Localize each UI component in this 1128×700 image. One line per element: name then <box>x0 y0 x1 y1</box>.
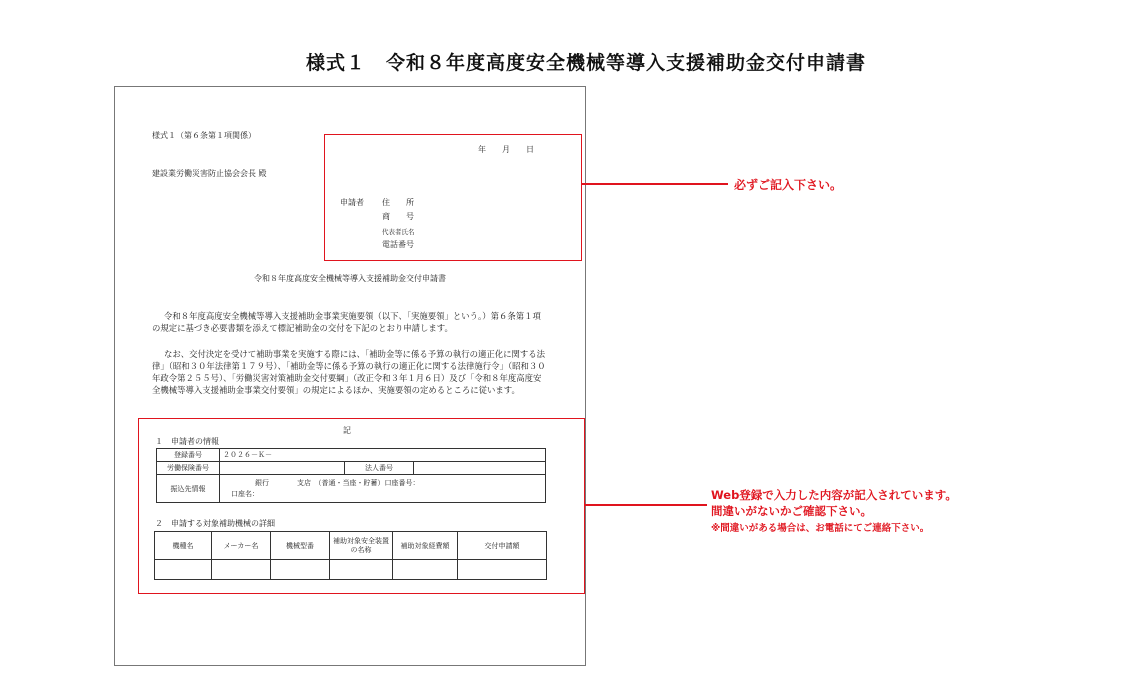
page-title: 様式１ 令和８年度高度安全機械等導入支援補助金交付申請書 <box>305 52 866 74</box>
applicant-highlight-box <box>324 134 582 261</box>
paragraph-2: なお、交付決定を受けて補助事業を実施する際には、「補助金等に係る予算の執行の適正化に関する法律」（昭和３０年法律第１７９号）、「補助金等に係る予算の執行の適正化に関する法律施行令」（昭和３０年政令第２５５号）、「労働災害対策補助金交付要綱」（改正令和３年１月６日）及び「令和８年度高度安全機械等導入支援補助金事業交付要領」の規定によるほか、実施要領の定めるところに従います。 <box>152 349 546 395</box>
note-web-registration: Web登録で入力した内容が記入されています。 <box>711 488 957 502</box>
registration-number-label: 登録番号 <box>157 449 220 462</box>
addressee: 建設業労働災害防止協会会長 殿 <box>152 169 267 178</box>
section2-heading: ２ 申請する対象補助機械の詳細 <box>155 519 275 528</box>
insurance-number-label: 労働保険番号 <box>157 462 220 475</box>
col-eligible-cost: 補助対象経費額 <box>393 532 458 560</box>
registration-number-value: ２０２６－Ｋ－ <box>220 449 546 462</box>
applicant-label: 申請者 <box>340 198 364 207</box>
registration-highlight-box <box>138 418 585 594</box>
paragraph-1: 令和８年度高度安全機械等導入支援補助金事業実施要領（以下、「実施要領」という。）第６条第１項の規定に基づき必要書類を添えて標記補助金の交付を下記のとおり申請します。 <box>152 311 541 333</box>
note-required: 必ずご記入下さい。 <box>734 178 843 192</box>
phone-label: 電話番号 <box>382 240 414 249</box>
document-title: 令和８年度高度安全機械等導入支援補助金交付申請書 <box>254 274 446 283</box>
callout-line-bottom <box>585 504 707 506</box>
col-safety-device: 補助対象安全装置の名称 <box>330 532 393 560</box>
note-contact-by-phone: ※間違いがある場合は、お電話にてご連絡下さい。 <box>711 523 930 534</box>
bank-info-label: 振込先情報 <box>157 475 220 503</box>
col-maker: メーカー名 <box>212 532 271 560</box>
form-reference: 様式１（第６条第１項関係） <box>152 131 256 140</box>
col-application-amount: 交付申請額 <box>458 532 547 560</box>
address-label: 住 所 <box>382 198 414 207</box>
note-please-confirm: 間違いがないかご確認下さい。 <box>711 504 872 518</box>
section1-heading: １ 申請者の情報 <box>155 437 219 446</box>
trade-name-label: 商 号 <box>382 212 414 221</box>
date-field: 年 月 日 <box>478 145 534 154</box>
col-model-number: 機械型番 <box>271 532 330 560</box>
ki-heading: 記 <box>343 426 351 435</box>
callout-line-top <box>582 183 728 185</box>
corporate-number-label: 法人番号 <box>345 462 414 475</box>
representative-label: 代表者氏名 <box>382 228 415 236</box>
col-model-name: 機種名 <box>155 532 212 560</box>
bank-line-2: 口座名： <box>231 489 259 498</box>
bank-line-1: 銀行 支店 （普通・当座・貯蓄）口座番号： <box>255 478 420 487</box>
